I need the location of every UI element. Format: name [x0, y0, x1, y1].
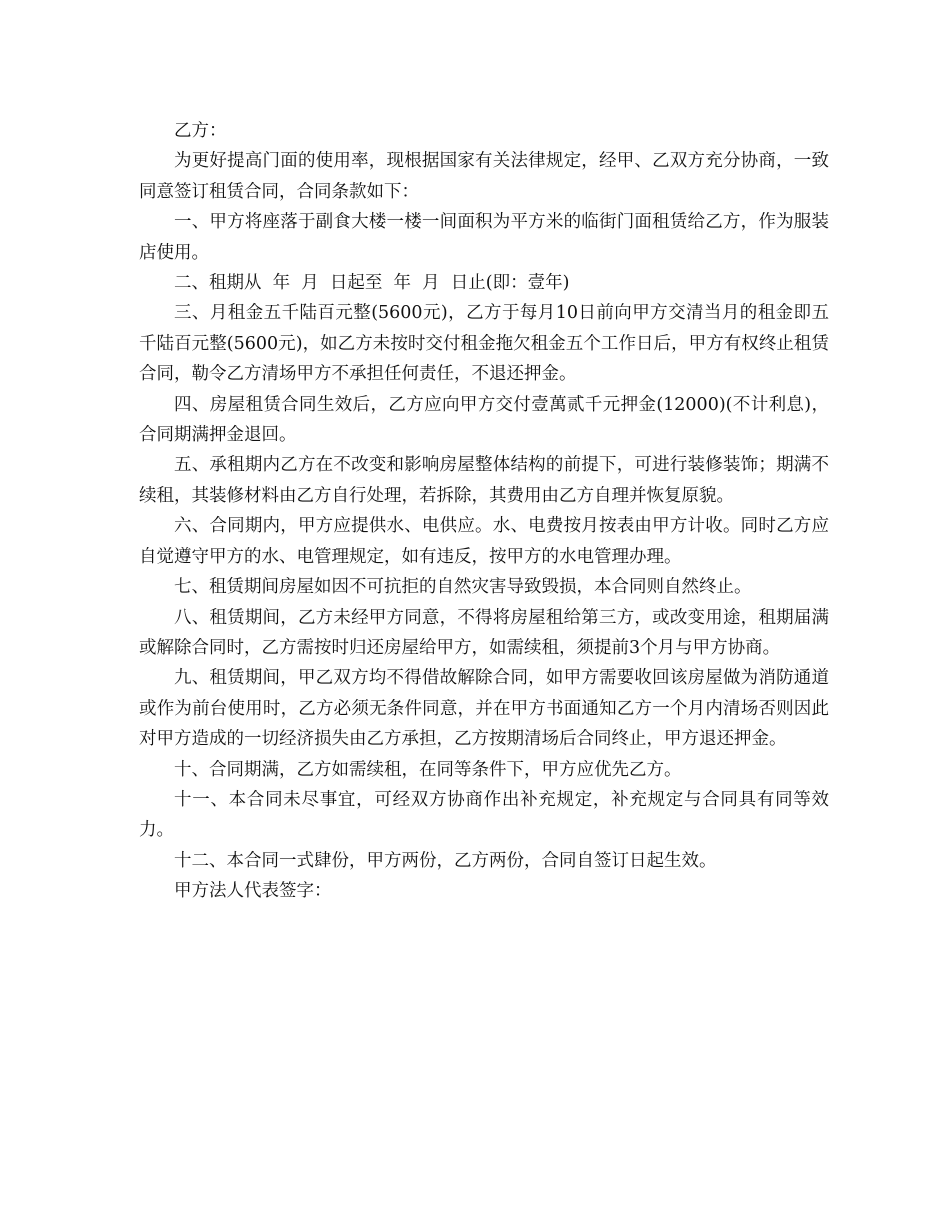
contract-body: [139, 116, 829, 907]
clause-2-lease-term: 二、租期从 年 月 日起至 年 月 日止(即：壹年): [174, 273, 570, 294]
clause-4-deposit: 四、房屋租赁合同生效后，乙方应向甲方交付壹萬贰千元押金(12000)(不计利息)，合同期满押金退回。: [139, 394, 829, 446]
clause-10-renewal-priority: 十、合同期满，乙方如需续租，在同等条件下，甲方应优先乙方。: [174, 759, 682, 780]
clause-3-monthly-rent: 三、月租金五千陆百元整(5600元)，乙方于每月10日前向甲方交清当月的租金即五千陆百元整(5600元)，如乙方未按时交付租金拖欠租金五个工作日后，甲方有权终止租赁合同，勒令乙方清场甲方不承担任何责任，不退还押金。: [139, 303, 829, 385]
party-b-label: 乙方：: [174, 121, 227, 141]
clause-7-force-majeure: 七、租赁期间房屋如因不可抗拒的自然灾害导致毁损，本合同则自然终止。: [174, 577, 752, 598]
contract-preamble: 为更好提高门面的使用率，现根据国家有关法律规定，经甲、乙双方充分协商，一致同意签订租赁合同，合同条款如下：: [139, 151, 829, 202]
clause-8-subletting: 八、租赁期间，乙方未经甲方同意，不得将房屋租给第三方，或改变用途，租期届满或解除合同时，乙方需按时归还房屋给甲方，如需续租，须提前3个月与甲方协商。: [139, 607, 829, 658]
clause-1-premises: 一、甲方将座落于副食大楼一楼一间面积为平方米的临街门面租赁给乙方，作为服装店使用。: [139, 212, 829, 263]
party-a-signature-label: 甲方法人代表签字：: [174, 881, 332, 902]
clause-11-supplementary: 十一、本合同未尽事宜，可经双方协商作出补充规定，补充规定与合同具有同等效力。: [139, 789, 829, 841]
clause-12-copies: 十二、本合同一式肆份，甲方两份，乙方两份，合同自签订日起生效。: [174, 850, 717, 871]
clause-5-renovation: 五、承租期内乙方在不改变和影响房屋整体结构的前提下，可进行装修装饰；期满不续租，其装修材料由乙方自行处理，若拆除，其费用由乙方自理并恢复原貌。: [139, 455, 829, 506]
clause-9-termination: 九、租赁期间，甲乙双方均不得借故解除合同，如甲方需要收回该房屋做为消防通道或作为前台使用时，乙方必须无条件同意，并在甲方书面通知乙方一个月内清场否则因此对甲方造成的一切经济损失由乙方承担，乙方按期清场后合同终止，甲方退还押金。: [139, 668, 829, 750]
clause-6-utilities: 六、合同期内，甲方应提供水、电供应。水、电费按月按表由甲方计收。同时乙方应自觉遵守甲方的水、电管理规定，如有违反，按甲方的水电管理办理。: [139, 516, 829, 567]
